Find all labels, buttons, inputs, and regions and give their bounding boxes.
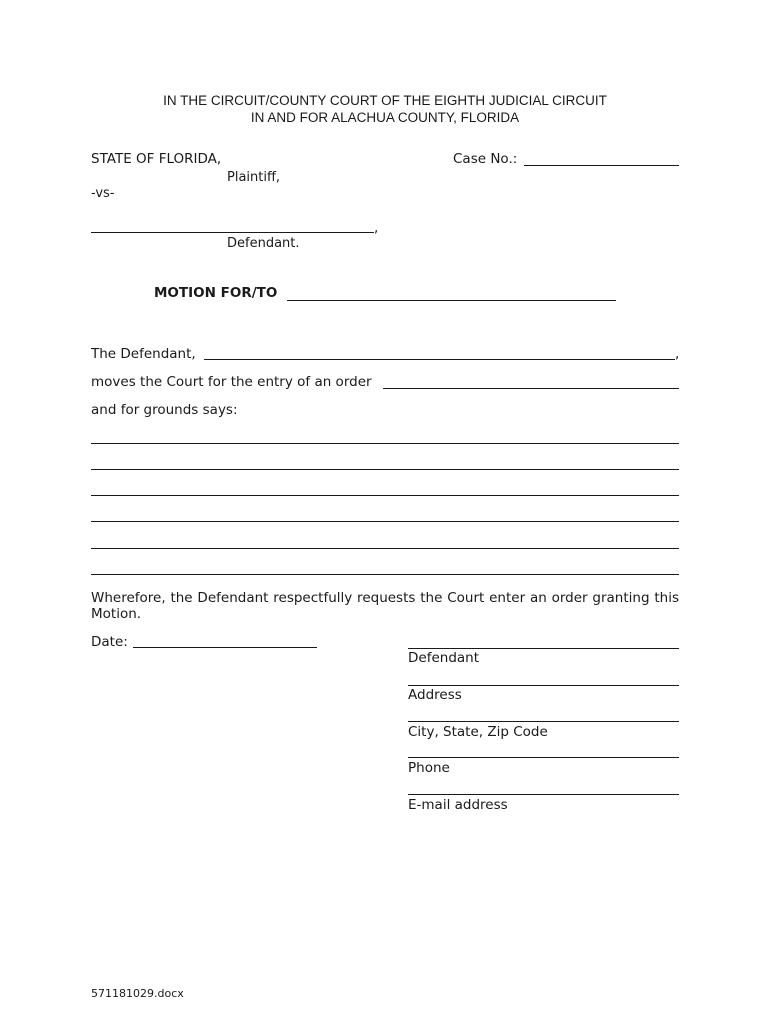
plaintiff-name: STATE OF FLORIDA, [91,151,222,167]
court-heading-line1: IN THE CIRCUIT/COUNTY COURT OF THE EIGHTH JUDICIAL CIRCUIT [163,93,607,108]
date-field[interactable] [133,647,317,648]
case-number-field[interactable] [524,165,679,166]
grounds-line-5[interactable] [91,548,679,549]
phone-field[interactable] [408,757,679,758]
email-field[interactable] [408,794,679,795]
defendant-signature-label: Defendant [408,650,480,666]
grounds-line-2[interactable] [91,469,679,470]
versus-label: -vs- [91,186,115,201]
plaintiff-label: Plaintiff, [227,170,281,185]
motion-title-field[interactable] [287,300,616,301]
wherefore-paragraph: Wherefore, the Defendant respectfully requests the Court enter an order granting this Motion. [91,590,679,622]
city-state-zip-field[interactable] [408,721,679,722]
date-label: Date: [91,634,128,650]
city-state-zip-label: City, State, Zip Code [408,724,548,740]
grounds-line-6[interactable] [91,574,679,575]
address-field[interactable] [408,685,679,686]
moves-text: moves the Court for the entry of an order [91,374,372,390]
defendant-label: Defendant. [227,236,300,251]
court-heading-line2: IN AND FOR ALACHUA COUNTY, FLORIDA [250,110,520,125]
defendant-signature-field[interactable] [408,648,679,649]
defendant-body-name-field[interactable] [204,359,675,360]
defendant-prefix: The Defendant, [91,346,196,362]
phone-label: Phone [408,760,450,776]
motion-title: MOTION FOR/TO [154,285,278,301]
grounds-text: and for grounds says: [91,402,238,418]
address-label: Address [408,687,462,703]
grounds-line-3[interactable] [91,495,679,496]
grounds-line-4[interactable] [91,521,679,522]
defendant-name-field[interactable] [91,232,374,233]
order-description-field[interactable] [383,388,679,389]
grounds-line-1[interactable] [91,443,679,444]
email-label: E-mail address [408,797,508,813]
case-number-label: Case No.: [453,151,518,167]
footer-filename: 571181029.docx [91,987,184,1000]
defendant-comma: , [374,220,379,236]
defendant-suffix: , [675,346,680,362]
